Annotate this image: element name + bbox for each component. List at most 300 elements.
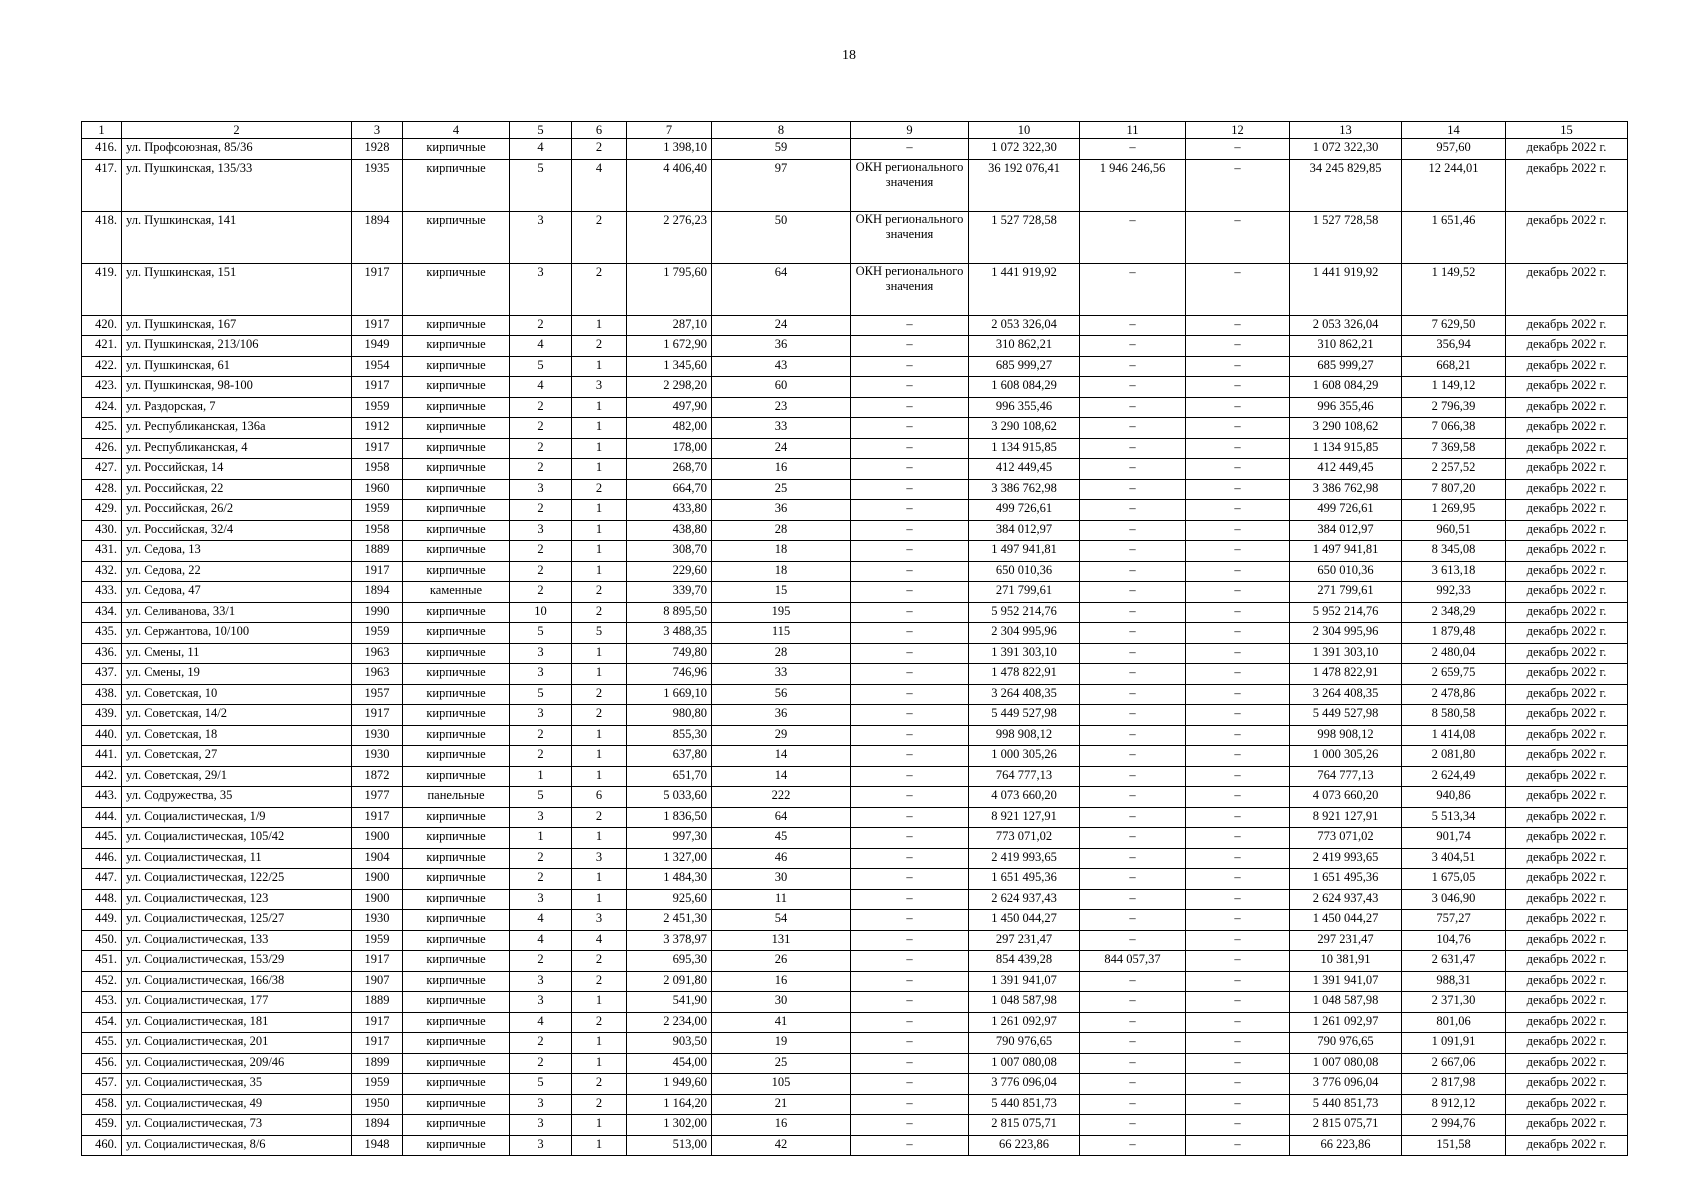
cell-floors: 5 xyxy=(510,787,572,808)
cell-year-built: 1930 xyxy=(352,910,403,931)
cell-cost-col-12: – xyxy=(1186,377,1290,398)
cell-deadline: декабрь 2022 г. xyxy=(1506,848,1628,869)
cell-row-number: 431. xyxy=(82,541,122,562)
table-row xyxy=(82,438,1628,459)
cell-year-built: 1959 xyxy=(352,1074,403,1095)
cell-year-built: 1949 xyxy=(352,336,403,357)
cell-deadline: декабрь 2022 г. xyxy=(1506,643,1628,664)
table-row xyxy=(82,910,1628,931)
cell-cost-col-11: – xyxy=(1080,315,1186,336)
cell-cost-col-13: 384 012,97 xyxy=(1290,520,1402,541)
cell-cost-col-11: – xyxy=(1080,397,1186,418)
cell-residents: 29 xyxy=(712,725,851,746)
cell-area: 1 345,60 xyxy=(627,356,712,377)
cell-cost-col-12: – xyxy=(1186,971,1290,992)
cell-row-number: 450. xyxy=(82,930,122,951)
header-cell-heritage-status: 9 xyxy=(851,122,969,139)
cell-wall-material: кирпичные xyxy=(403,725,510,746)
cell-heritage-status: ОКН регионального значения xyxy=(851,159,969,211)
cell-deadline: декабрь 2022 г. xyxy=(1506,623,1628,644)
cell-cost-per-unit: 7 629,50 xyxy=(1402,315,1506,336)
cell-cost-col-11: – xyxy=(1080,725,1186,746)
cell-heritage-status: – xyxy=(851,438,969,459)
cell-wall-material: кирпичные xyxy=(403,1074,510,1095)
cell-cost-per-unit: 940,86 xyxy=(1402,787,1506,808)
cell-cost-total: 66 223,86 xyxy=(969,1135,1080,1156)
cell-cost-col-13: 1 048 587,98 xyxy=(1290,992,1402,1013)
table-row xyxy=(82,479,1628,500)
cell-row-number: 428. xyxy=(82,479,122,500)
cell-cost-per-unit: 7 807,20 xyxy=(1402,479,1506,500)
cell-area: 695,30 xyxy=(627,951,712,972)
table-row xyxy=(82,377,1628,398)
table-row xyxy=(82,705,1628,726)
cell-address: ул. Социалистическая, 177 xyxy=(122,992,352,1013)
cell-deadline: декабрь 2022 г. xyxy=(1506,889,1628,910)
cell-deadline: декабрь 2022 г. xyxy=(1506,1033,1628,1054)
cell-residents: 105 xyxy=(712,1074,851,1095)
cell-cost-col-11: – xyxy=(1080,459,1186,480)
cell-row-number: 419. xyxy=(82,263,122,315)
cell-residents: 28 xyxy=(712,643,851,664)
cell-row-number: 425. xyxy=(82,418,122,439)
cell-cost-per-unit: 1 879,48 xyxy=(1402,623,1506,644)
cell-cost-per-unit: 8 580,58 xyxy=(1402,705,1506,726)
cell-cost-col-11: – xyxy=(1080,664,1186,685)
cell-deadline: декабрь 2022 г. xyxy=(1506,459,1628,480)
cell-cost-per-unit: 2 478,86 xyxy=(1402,684,1506,705)
cell-area: 541,90 xyxy=(627,992,712,1013)
cell-row-number: 421. xyxy=(82,336,122,357)
cell-address: ул. Социалистическая, 133 xyxy=(122,930,352,951)
table-row xyxy=(82,263,1628,315)
table-row xyxy=(82,951,1628,972)
cell-row-number: 455. xyxy=(82,1033,122,1054)
cell-deadline: декабрь 2022 г. xyxy=(1506,766,1628,787)
cell-year-built: 1900 xyxy=(352,869,403,890)
cell-row-number: 429. xyxy=(82,500,122,521)
cell-cost-col-11: – xyxy=(1080,211,1186,263)
cell-cost-col-11: – xyxy=(1080,1135,1186,1156)
cell-floors: 4 xyxy=(510,1012,572,1033)
cell-deadline: декабрь 2022 г. xyxy=(1506,397,1628,418)
cell-cost-total: 3 776 096,04 xyxy=(969,1074,1080,1095)
cell-floors: 1 xyxy=(510,828,572,849)
cell-cost-per-unit: 7 066,38 xyxy=(1402,418,1506,439)
cell-address: ул. Российская, 14 xyxy=(122,459,352,480)
cell-cost-total: 1 478 822,91 xyxy=(969,664,1080,685)
table-row xyxy=(82,828,1628,849)
cell-address: ул. Республиканская, 4 xyxy=(122,438,352,459)
cell-area: 454,00 xyxy=(627,1053,712,1074)
cell-year-built: 1950 xyxy=(352,1094,403,1115)
cell-cost-col-13: 1 072 322,30 xyxy=(1290,139,1402,160)
cell-cost-col-13: 996 355,46 xyxy=(1290,397,1402,418)
cell-area: 3 488,35 xyxy=(627,623,712,644)
cell-cost-per-unit: 901,74 xyxy=(1402,828,1506,849)
cell-address: ул. Советская, 14/2 xyxy=(122,705,352,726)
cell-heritage-status: – xyxy=(851,459,969,480)
cell-cost-col-11: – xyxy=(1080,500,1186,521)
cell-row-number: 436. xyxy=(82,643,122,664)
cell-floors: 5 xyxy=(510,684,572,705)
cell-cost-col-13: 2 815 075,71 xyxy=(1290,1115,1402,1136)
cell-entrances: 2 xyxy=(572,807,627,828)
cell-year-built: 1917 xyxy=(352,377,403,398)
cell-address: ул. Пушкинская, 167 xyxy=(122,315,352,336)
cell-cost-total: 310 862,21 xyxy=(969,336,1080,357)
cell-residents: 36 xyxy=(712,336,851,357)
cell-year-built: 1917 xyxy=(352,1033,403,1054)
cell-address: ул. Социалистическая, 11 xyxy=(122,848,352,869)
cell-wall-material: кирпичные xyxy=(403,869,510,890)
cell-heritage-status: – xyxy=(851,828,969,849)
cell-year-built: 1977 xyxy=(352,787,403,808)
cell-heritage-status: – xyxy=(851,746,969,767)
cell-heritage-status: – xyxy=(851,971,969,992)
cell-area: 433,80 xyxy=(627,500,712,521)
cell-floors: 2 xyxy=(510,1033,572,1054)
cell-row-number: 437. xyxy=(82,664,122,685)
cell-cost-col-11: – xyxy=(1080,889,1186,910)
cell-cost-col-13: 1 608 084,29 xyxy=(1290,377,1402,398)
cell-cost-col-12: – xyxy=(1186,643,1290,664)
table-row xyxy=(82,787,1628,808)
cell-heritage-status: – xyxy=(851,766,969,787)
cell-cost-per-unit: 801,06 xyxy=(1402,1012,1506,1033)
header-cell-floors: 5 xyxy=(510,122,572,139)
cell-address: ул. Пушкинская, 61 xyxy=(122,356,352,377)
cell-floors: 3 xyxy=(510,971,572,992)
cell-floors: 2 xyxy=(510,418,572,439)
cell-area: 287,10 xyxy=(627,315,712,336)
cell-entrances: 2 xyxy=(572,705,627,726)
cell-wall-material: кирпичные xyxy=(403,418,510,439)
cell-address: ул. Социалистическая, 123 xyxy=(122,889,352,910)
cell-cost-col-12: – xyxy=(1186,479,1290,500)
cell-row-number: 420. xyxy=(82,315,122,336)
cell-cost-per-unit: 957,60 xyxy=(1402,139,1506,160)
cell-entrances: 1 xyxy=(572,1135,627,1156)
cell-wall-material: кирпичные xyxy=(403,766,510,787)
cell-cost-col-13: 790 976,65 xyxy=(1290,1033,1402,1054)
cell-floors: 10 xyxy=(510,602,572,623)
cell-wall-material: кирпичные xyxy=(403,438,510,459)
cell-heritage-status: – xyxy=(851,725,969,746)
cell-floors: 4 xyxy=(510,930,572,951)
cell-cost-per-unit: 2 348,29 xyxy=(1402,602,1506,623)
cell-residents: 24 xyxy=(712,315,851,336)
cell-cost-col-11: – xyxy=(1080,766,1186,787)
table-row xyxy=(82,971,1628,992)
cell-cost-col-11: – xyxy=(1080,787,1186,808)
cell-address: ул. Республиканская, 136а xyxy=(122,418,352,439)
cell-cost-col-11: – xyxy=(1080,438,1186,459)
cell-address: ул. Социалистическая, 105/42 xyxy=(122,828,352,849)
cell-year-built: 1917 xyxy=(352,951,403,972)
table-row xyxy=(82,1135,1628,1156)
cell-floors: 5 xyxy=(510,356,572,377)
cell-deadline: декабрь 2022 г. xyxy=(1506,263,1628,315)
cell-cost-col-12: – xyxy=(1186,951,1290,972)
cell-area: 4 406,40 xyxy=(627,159,712,211)
cell-floors: 2 xyxy=(510,869,572,890)
cell-cost-col-11: – xyxy=(1080,139,1186,160)
cell-wall-material: кирпичные xyxy=(403,377,510,398)
cell-cost-col-13: 2 304 995,96 xyxy=(1290,623,1402,644)
cell-area: 2 276,23 xyxy=(627,211,712,263)
cell-cost-col-13: 1 478 822,91 xyxy=(1290,664,1402,685)
cell-row-number: 432. xyxy=(82,561,122,582)
cell-year-built: 1935 xyxy=(352,159,403,211)
cell-cost-col-12: – xyxy=(1186,664,1290,685)
table-row xyxy=(82,623,1628,644)
cell-cost-per-unit: 1 651,46 xyxy=(1402,211,1506,263)
cell-floors: 3 xyxy=(510,1115,572,1136)
cell-wall-material: кирпичные xyxy=(403,263,510,315)
cell-heritage-status: – xyxy=(851,787,969,808)
cell-wall-material: кирпичные xyxy=(403,459,510,480)
cell-deadline: декабрь 2022 г. xyxy=(1506,664,1628,685)
cell-entrances: 1 xyxy=(572,1115,627,1136)
cell-address: ул. Пушкинская, 141 xyxy=(122,211,352,263)
cell-heritage-status: – xyxy=(851,1033,969,1054)
cell-floors: 2 xyxy=(510,951,572,972)
table-row xyxy=(82,139,1628,160)
cell-wall-material: кирпичные xyxy=(403,848,510,869)
cell-cost-col-13: 310 862,21 xyxy=(1290,336,1402,357)
cell-cost-col-11: – xyxy=(1080,336,1186,357)
cell-deadline: декабрь 2022 г. xyxy=(1506,1012,1628,1033)
cell-cost-total: 2 304 995,96 xyxy=(969,623,1080,644)
cell-wall-material: кирпичные xyxy=(403,828,510,849)
cell-year-built: 1963 xyxy=(352,664,403,685)
cell-cost-col-11: – xyxy=(1080,971,1186,992)
cell-row-number: 444. xyxy=(82,807,122,828)
cell-cost-col-11: – xyxy=(1080,1033,1186,1054)
table-row xyxy=(82,315,1628,336)
cell-cost-col-12: – xyxy=(1186,1094,1290,1115)
cell-heritage-status: – xyxy=(851,520,969,541)
cell-entrances: 2 xyxy=(572,684,627,705)
cell-entrances: 1 xyxy=(572,315,627,336)
header-cell-deadline: 15 xyxy=(1506,122,1628,139)
cell-year-built: 1948 xyxy=(352,1135,403,1156)
cell-wall-material: кирпичные xyxy=(403,500,510,521)
cell-area: 268,70 xyxy=(627,459,712,480)
cell-cost-col-11: – xyxy=(1080,1074,1186,1095)
cell-residents: 16 xyxy=(712,1115,851,1136)
cell-cost-col-12: – xyxy=(1186,807,1290,828)
cell-floors: 4 xyxy=(510,377,572,398)
table-row xyxy=(82,725,1628,746)
cell-residents: 41 xyxy=(712,1012,851,1033)
cell-cost-col-12: – xyxy=(1186,139,1290,160)
cell-heritage-status: ОКН регионального значения xyxy=(851,211,969,263)
cell-area: 2 234,00 xyxy=(627,1012,712,1033)
cell-year-built: 1872 xyxy=(352,766,403,787)
cell-entrances: 2 xyxy=(572,951,627,972)
cell-deadline: декабрь 2022 г. xyxy=(1506,1074,1628,1095)
cell-heritage-status: – xyxy=(851,930,969,951)
cell-year-built: 1959 xyxy=(352,623,403,644)
cell-entrances: 2 xyxy=(572,479,627,500)
cell-heritage-status: – xyxy=(851,541,969,562)
cell-entrances: 1 xyxy=(572,438,627,459)
cell-address: ул. Селиванова, 33/1 xyxy=(122,602,352,623)
cell-wall-material: кирпичные xyxy=(403,1135,510,1156)
cell-cost-total: 2 053 326,04 xyxy=(969,315,1080,336)
cell-year-built: 1917 xyxy=(352,705,403,726)
cell-cost-col-13: 1 441 919,92 xyxy=(1290,263,1402,315)
cell-deadline: декабрь 2022 г. xyxy=(1506,951,1628,972)
cell-cost-col-12: – xyxy=(1186,684,1290,705)
cell-row-number: 426. xyxy=(82,438,122,459)
cell-cost-total: 998 908,12 xyxy=(969,725,1080,746)
cell-cost-col-12: – xyxy=(1186,992,1290,1013)
cell-entrances: 4 xyxy=(572,159,627,211)
cell-cost-col-13: 1 000 305,26 xyxy=(1290,746,1402,767)
cell-cost-per-unit: 12 244,01 xyxy=(1402,159,1506,211)
cell-address: ул. Социалистическая, 209/46 xyxy=(122,1053,352,1074)
cell-cost-per-unit: 3 046,90 xyxy=(1402,889,1506,910)
cell-cost-col-12: – xyxy=(1186,582,1290,603)
cell-entrances: 1 xyxy=(572,561,627,582)
cell-residents: 14 xyxy=(712,766,851,787)
cell-area: 8 895,50 xyxy=(627,602,712,623)
cell-wall-material: кирпичные xyxy=(403,602,510,623)
cell-heritage-status: – xyxy=(851,397,969,418)
cell-residents: 115 xyxy=(712,623,851,644)
cell-heritage-status: – xyxy=(851,1012,969,1033)
cell-address: ул. Седова, 47 xyxy=(122,582,352,603)
cell-deadline: декабрь 2022 г. xyxy=(1506,807,1628,828)
cell-cost-col-12: – xyxy=(1186,263,1290,315)
cell-floors: 5 xyxy=(510,159,572,211)
cell-cost-col-12: – xyxy=(1186,1012,1290,1033)
cell-area: 497,90 xyxy=(627,397,712,418)
cell-area: 746,96 xyxy=(627,664,712,685)
cell-entrances: 1 xyxy=(572,541,627,562)
cell-entrances: 5 xyxy=(572,623,627,644)
cell-row-number: 446. xyxy=(82,848,122,869)
cell-heritage-status: – xyxy=(851,643,969,664)
cell-heritage-status: – xyxy=(851,1094,969,1115)
table-row xyxy=(82,1074,1628,1095)
cell-cost-col-11: – xyxy=(1080,992,1186,1013)
cell-floors: 3 xyxy=(510,1094,572,1115)
cell-row-number: 454. xyxy=(82,1012,122,1033)
cell-floors: 2 xyxy=(510,848,572,869)
cell-cost-col-13: 412 449,45 xyxy=(1290,459,1402,480)
cell-year-built: 1894 xyxy=(352,582,403,603)
cell-entrances: 1 xyxy=(572,766,627,787)
table-row xyxy=(82,356,1628,377)
cell-row-number: 452. xyxy=(82,971,122,992)
cell-address: ул. Советская, 10 xyxy=(122,684,352,705)
buildings-table-wrap xyxy=(81,121,1627,1156)
table-row xyxy=(82,1053,1628,1074)
cell-residents: 222 xyxy=(712,787,851,808)
cell-floors: 1 xyxy=(510,766,572,787)
cell-cost-per-unit: 2 659,75 xyxy=(1402,664,1506,685)
cell-entrances: 1 xyxy=(572,725,627,746)
cell-cost-col-13: 66 223,86 xyxy=(1290,1135,1402,1156)
cell-entrances: 1 xyxy=(572,889,627,910)
header-cell-area: 7 xyxy=(627,122,712,139)
cell-cost-col-12: – xyxy=(1186,910,1290,931)
cell-cost-col-11: – xyxy=(1080,746,1186,767)
cell-deadline: декабрь 2022 г. xyxy=(1506,500,1628,521)
cell-year-built: 1930 xyxy=(352,746,403,767)
cell-floors: 2 xyxy=(510,1053,572,1074)
cell-cost-per-unit: 2 631,47 xyxy=(1402,951,1506,972)
cell-residents: 14 xyxy=(712,746,851,767)
cell-cost-col-12: – xyxy=(1186,159,1290,211)
cell-cost-total: 773 071,02 xyxy=(969,828,1080,849)
cell-entrances: 1 xyxy=(572,459,627,480)
table-row xyxy=(82,684,1628,705)
cell-cost-col-13: 5 952 214,76 xyxy=(1290,602,1402,623)
cell-year-built: 1894 xyxy=(352,1115,403,1136)
cell-cost-per-unit: 1 269,95 xyxy=(1402,500,1506,521)
cell-address: ул. Пушкинская, 213/106 xyxy=(122,336,352,357)
cell-floors: 2 xyxy=(510,561,572,582)
cell-heritage-status: – xyxy=(851,848,969,869)
cell-residents: 36 xyxy=(712,705,851,726)
cell-cost-col-11: – xyxy=(1080,1012,1186,1033)
cell-address: ул. Социалистическая, 181 xyxy=(122,1012,352,1033)
table-body xyxy=(82,122,1628,1156)
cell-address: ул. Социалистическая, 125/27 xyxy=(122,910,352,931)
cell-deadline: декабрь 2022 г. xyxy=(1506,1135,1628,1156)
header-cell-cost-total: 10 xyxy=(969,122,1080,139)
cell-wall-material: кирпичные xyxy=(403,705,510,726)
cell-residents: 64 xyxy=(712,807,851,828)
table-row xyxy=(82,582,1628,603)
cell-entrances: 1 xyxy=(572,746,627,767)
cell-cost-col-12: – xyxy=(1186,705,1290,726)
cell-floors: 3 xyxy=(510,520,572,541)
cell-wall-material: кирпичные xyxy=(403,951,510,972)
cell-area: 1 484,30 xyxy=(627,869,712,890)
cell-cost-col-12: – xyxy=(1186,561,1290,582)
cell-year-built: 1907 xyxy=(352,971,403,992)
cell-wall-material: кирпичные xyxy=(403,910,510,931)
cell-row-number: 424. xyxy=(82,397,122,418)
cell-cost-total: 3 264 408,35 xyxy=(969,684,1080,705)
cell-entrances: 2 xyxy=(572,1012,627,1033)
cell-cost-col-12: – xyxy=(1186,766,1290,787)
cell-address: ул. Пушкинская, 151 xyxy=(122,263,352,315)
table-row xyxy=(82,848,1628,869)
cell-year-built: 1959 xyxy=(352,500,403,521)
cell-area: 1 302,00 xyxy=(627,1115,712,1136)
cell-cost-col-12: – xyxy=(1186,848,1290,869)
cell-heritage-status: – xyxy=(851,992,969,1013)
cell-cost-per-unit: 2 994,76 xyxy=(1402,1115,1506,1136)
cell-cost-total: 1 007 080,08 xyxy=(969,1053,1080,1074)
cell-floors: 2 xyxy=(510,582,572,603)
cell-heritage-status: – xyxy=(851,602,969,623)
cell-wall-material: кирпичные xyxy=(403,479,510,500)
cell-wall-material: кирпичные xyxy=(403,930,510,951)
cell-address: ул. Социалистическая, 49 xyxy=(122,1094,352,1115)
cell-cost-per-unit: 356,94 xyxy=(1402,336,1506,357)
cell-cost-total: 384 012,97 xyxy=(969,520,1080,541)
cell-deadline: декабрь 2022 г. xyxy=(1506,746,1628,767)
cell-year-built: 1959 xyxy=(352,397,403,418)
